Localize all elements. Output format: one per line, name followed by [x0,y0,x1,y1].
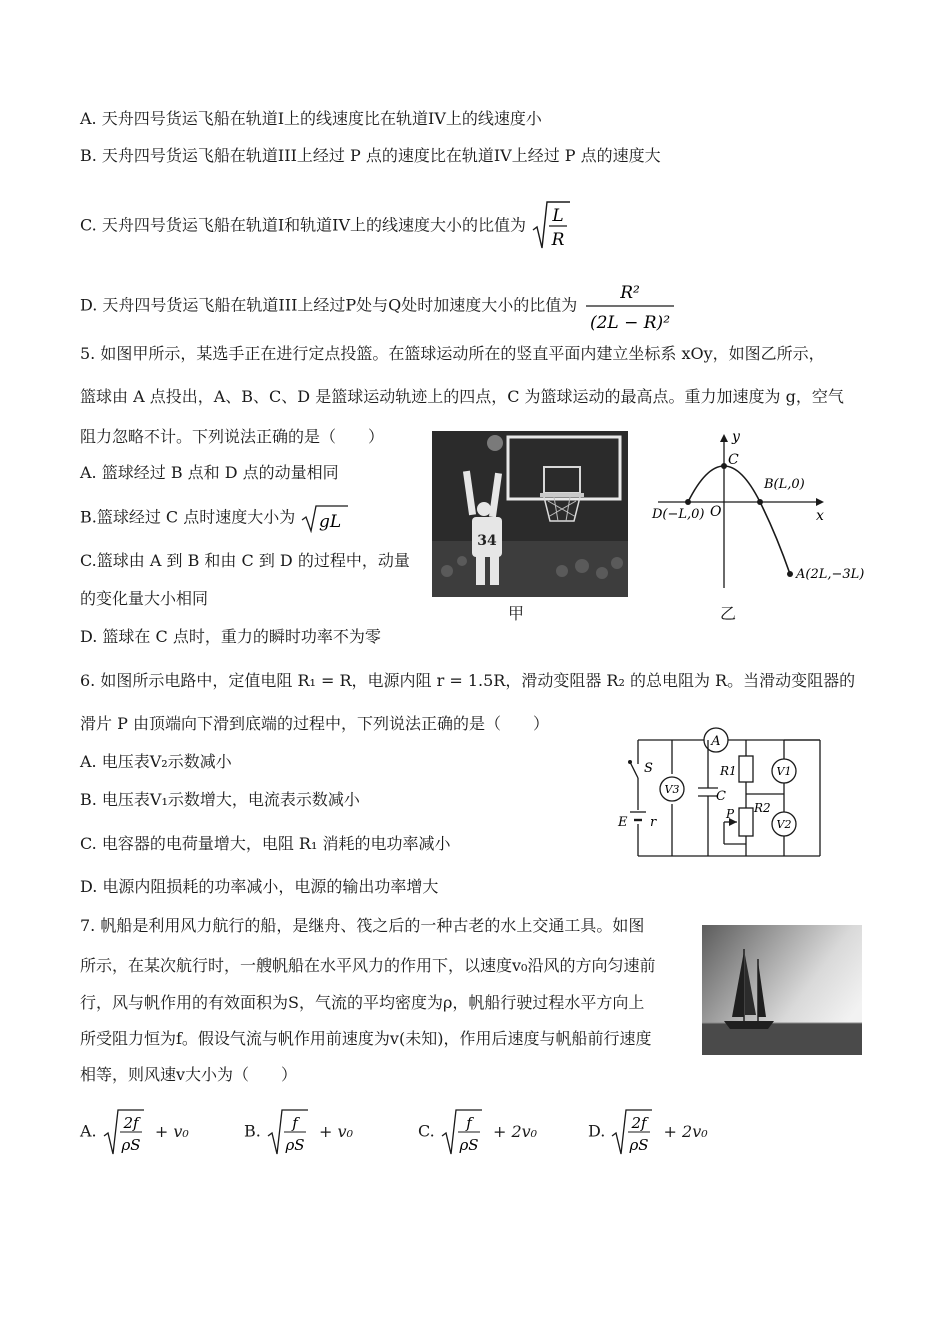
q7-option-d-label: D. [588,1121,606,1141]
circuit-diagram [616,726,832,862]
x-axis-label: x [816,508,824,524]
q7-option-d [588,1108,708,1156]
switch-label: S [644,761,653,776]
q7-stem-line4: 所受阻力恒为f。假设气流与帆作用前速度为v(未知)，作用后速度与帆船前行速度 [80,1029,652,1048]
svg-text:2f: 2f [631,1114,647,1132]
q4-option-d-text: D. 天舟四号货运飞船在轨道III上经过P处与Q处时加速度大小的比值为 [80,295,578,315]
frac-num: L [552,206,564,226]
fraction-r2-over-2l-r2 [582,276,678,336]
q6-option-b: B. 电压表V₁示数增大，电流表示数减小 [80,790,360,809]
q5-option-b-text: B.篮球经过 C 点时速度大小为 [80,507,296,527]
point-c [721,463,727,469]
internal-resistance-label: r [650,815,657,830]
frac-den: R [551,230,565,250]
q7-option-c-label: C. [418,1121,435,1141]
q7-option-b [244,1108,353,1156]
point-d [685,499,691,505]
q7-option-b-tail: + v₀ [319,1121,353,1141]
emf-label: E [618,815,628,830]
q7-stem-line1: 7. 帆船是利用风力航行的船，是继舟、筏之后的一种古老的水上交通工具。如图 [80,916,645,935]
point-a [787,571,793,577]
q7-option-d-tail: + 2v₀ [663,1121,708,1141]
q7-option-c-tail: + 2v₀ [492,1121,538,1141]
q7-option-a-tail: + v₀ [154,1121,189,1141]
q7-stem-line3: 行，风与帆作用的有效面积为S，气流的平均密度为ρ，帆船行驶过程水平方向上 [80,993,645,1012]
q4-option-a: A. 天舟四号货运飞船在轨道I上的线速度比在轨道IV上的线速度小 [80,109,542,128]
q7-option-a-label: A. [80,1121,97,1141]
svg-text:f: f [466,1114,472,1132]
svg-text:ρS: ρS [629,1136,649,1154]
q5-option-a: A. 篮球经过 B 点和 D 点的动量相同 [80,463,339,482]
q4-option-c [80,200,571,252]
sqrt-l-over-r [531,200,571,252]
q5-option-d: D. 篮球在 C 点时，重力的瞬时功率不为零 [80,627,381,646]
q4-option-b: B. 天舟四号货运飞船在轨道III上经过 P 点的速度比在轨道IV上经过 P 点的速度大 [80,146,661,165]
q7-stem-line2: 所示，在某次航行时，一艘帆船在水平风力的作用下，以速度v₀沿风的方向匀速前 [80,956,656,975]
frac-den: (2L − R)² [590,313,671,333]
svg-text:f: f [292,1114,298,1132]
q5-stem-line1: 5. 如图甲所示，某选手正在进行定点投篮。在篮球运动所在的竖直平面内建立坐标系 xOy，如图乙所示， [80,344,825,363]
origin-label: O [710,504,722,520]
q7-option-a [80,1108,189,1156]
q7-option-b-sqrt [266,1108,310,1156]
point-b-label: B(L,0) [764,477,805,492]
q5-stem-line3: 阻力忽略不计。下列说法正确的是（ ） [80,427,385,446]
v1-label: V1 [776,765,792,778]
q7-stem-line5: 相等，则风速v大小为（ ） [80,1065,298,1084]
q7-option-d-sqrt [610,1108,654,1156]
q7-option-b-label: B. [244,1121,261,1141]
q6-option-c: C. 电容器的电荷量增大，电阻 R₁ 消耗的电功率减小 [80,834,451,853]
jersey-number: 34 [477,533,497,549]
sqrt-gl-text: gL [319,512,342,532]
q6-stem-line2: 滑片 P 由顶端向下滑到底端的过程中，下列说法正确的是（ ） [80,714,549,733]
svg-text:ρS: ρS [121,1136,141,1154]
q4-option-d [80,276,678,336]
r2-label: R2 [754,801,771,815]
q6-option-d: D. 电源内阻损耗的功率减小，电源的输出功率增大 [80,877,439,896]
q6-option-a: A. 电压表V₂示数减小 [80,752,232,771]
frac-num: R² [620,283,641,303]
q5-stem-line2: 篮球由 A 点投出，A、B、C、D 是篮球运动轨迹上的四点，C 为篮球运动的最高点。重力加速度为 g，空气 [80,387,844,406]
v3-label: V3 [664,783,680,796]
q7-option-c [418,1108,537,1156]
point-b [757,499,763,505]
figure-yi-caption: 乙 [720,604,737,623]
q7-option-c-sqrt [440,1108,484,1156]
sqrt-gl [300,503,350,533]
v2-label: V2 [776,818,792,831]
trajectory-graph [648,428,878,618]
svg-text:ρS: ρS [285,1136,305,1154]
figure-jia-caption: 甲 [508,604,525,623]
y-axis-label: y [732,429,740,445]
point-d-label: D(−L,0) [652,507,705,522]
r1-label: R1 [720,764,737,778]
capacitor-label: C [716,789,726,804]
basketball-photo [432,431,628,597]
svg-text:ρS: ρS [459,1136,479,1154]
q7-option-a-sqrt [102,1108,146,1156]
point-c-label: C [728,452,739,468]
ammeter-label: A [711,734,721,749]
q6-stem-line1: 6. 如图所示电路中，定值电阻 R₁ = R，电源内阻 r = 1.5R，滑动变阻器 R₂ 的总电阻为 R。当滑动变阻器的 [80,671,856,690]
point-a-label: A(2L,−3L) [796,567,865,582]
q5-option-c-line1: C.篮球由 A 到 B 和由 C 到 D 的过程中，动量 [80,551,410,570]
q4-option-c-text: C. 天舟四号货运飞船在轨道I和轨道IV上的线速度大小的比值为 [80,215,527,235]
q5-option-b [80,503,350,533]
sailboat-photo [702,925,862,1055]
svg-text:2f: 2f [123,1114,139,1132]
q5-option-c-line2: 的变化量大小相同 [80,589,209,608]
slider-p-label: P [726,807,735,821]
